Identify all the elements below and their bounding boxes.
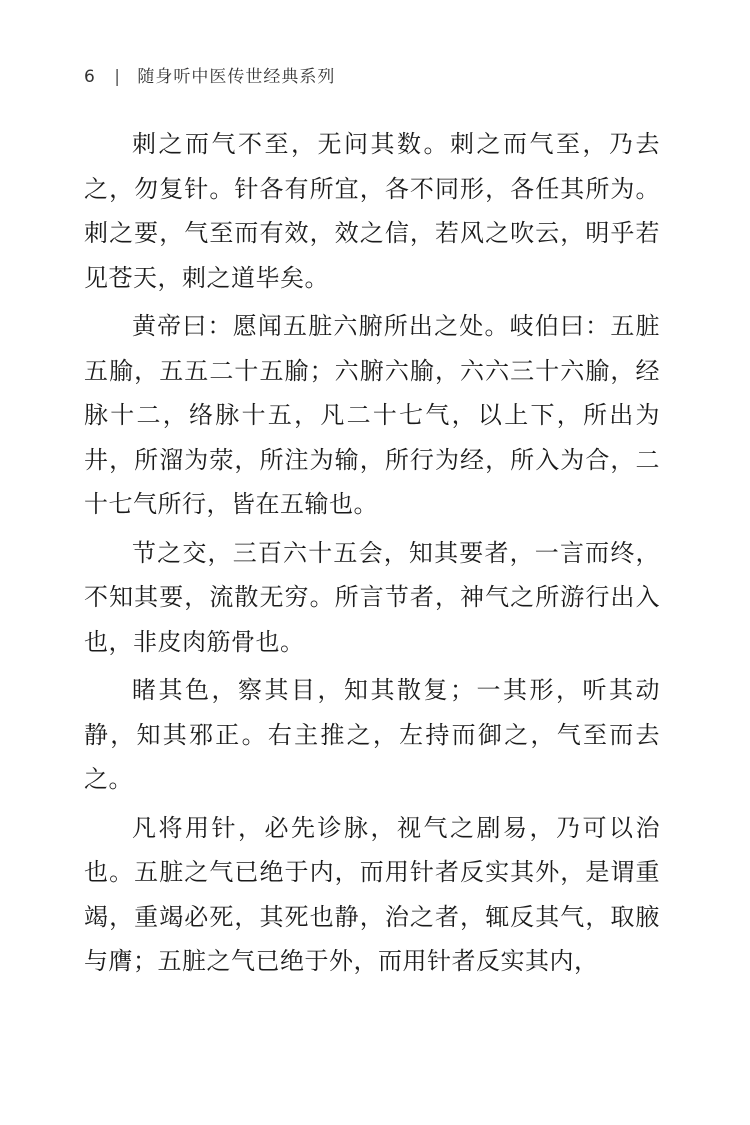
paragraph-4: 睹其色，察其目，知其散复；一其形，听其动静，知其邪正。右主推之，左持而御之，气至而去之。: [84, 676, 660, 793]
running-header: [84, 62, 335, 87]
paragraph-5: 凡将用针，必先诊脉，视气之剧易，乃可以治也。五脏之气已绝于内，而用针者反实其外，是谓重竭，重竭必死，其死也静，治之者，辄反其气，取腋与膺；五脏之气已绝于外，而用针者反实其内，: [84, 813, 660, 975]
page-number: 6: [84, 67, 96, 87]
paragraph-3: 节之交，三百六十五会，知其要者，一言而终，不知其要，流散无穷。所言节者，神气之所游行出入也，非皮肉筋骨也。: [84, 538, 660, 656]
paragraph-2: 黄帝曰：愿闻五脏六腑所出之处。岐伯曰：五脏五腧，五五二十五腧；六腑六腧，六六三十六腧，经脉十二，络脉十五，凡二十七气，以上下，所出为井，所溜为荥，所注为输，所行为经，所入为合，二十七气所行，皆在五输也。: [84, 312, 660, 518]
header-separator: |: [114, 67, 121, 87]
paragraph-1: 刺之而气不至，无问其数。刺之而气至，乃去之，勿复针。针各有所宜，各不同形，各任其所为。刺之要，气至而有效，效之信，若风之吹云，明乎若见苍天，刺之道毕矣。: [84, 130, 660, 292]
series-title: 随身听中医传世经典系列: [137, 67, 336, 87]
body-text: [84, 122, 660, 988]
